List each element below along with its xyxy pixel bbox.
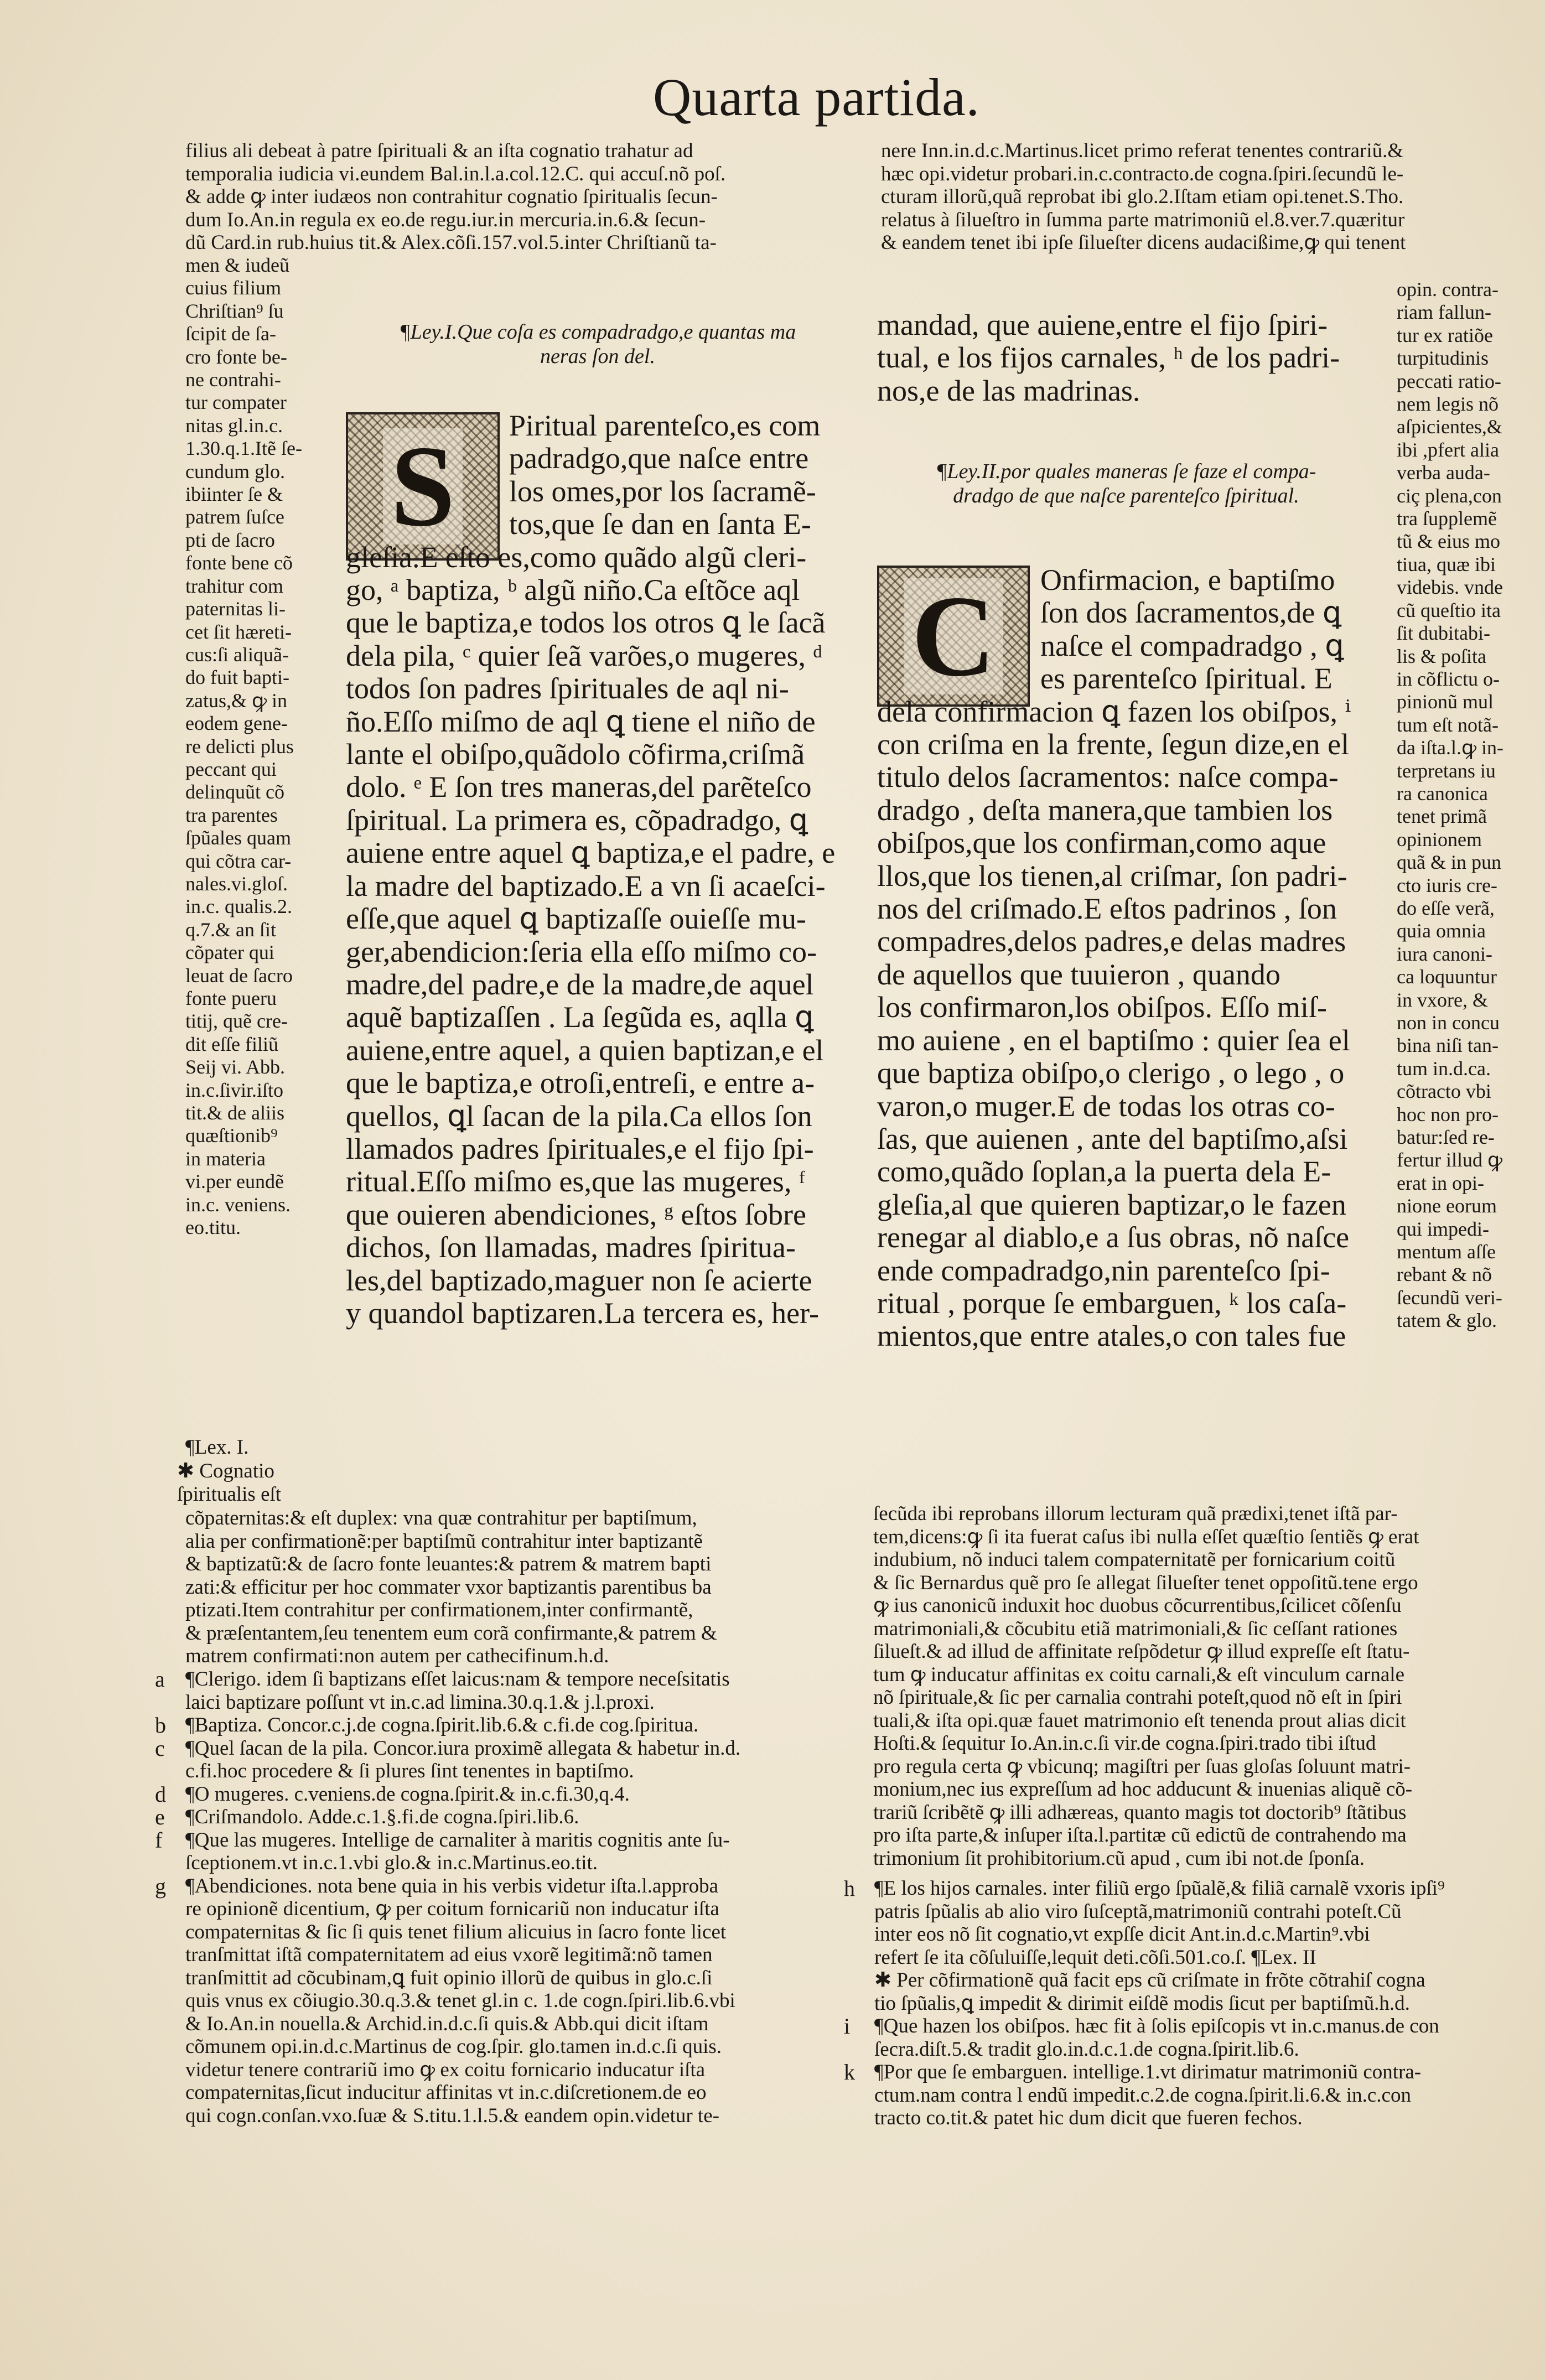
margin-gloss-line: fonte bene cõ	[185, 552, 293, 574]
margin-gloss-line: cet ſit hæreti-	[185, 620, 292, 643]
gloss-line: ꝙ ius canonicũ induxit hoc duobus cõcurrentibus,ſcilicet cõſenſu	[873, 1594, 1402, 1617]
margin-gloss-line: tum in.d.ca.	[1397, 1057, 1491, 1080]
law-text-line: todos ſon padres ſpirituales de aql ni-	[346, 672, 789, 706]
margin-gloss-line: in.c. veniens.	[185, 1193, 291, 1216]
footnote-line: laici baptizare poſſunt vt in.c.ad limina.30.q.1.& j.l.proxi.	[185, 1691, 655, 1714]
footnote-b	[155, 1714, 740, 1737]
margin-gloss-line: do eſſe verã,	[1397, 896, 1495, 919]
margin-gloss-line: in.c. qualis.2.	[185, 895, 292, 918]
footnote-line: cõmunem opi.in.d.c.Martinus de cog.ſpir. glo.tamen in.d.c.ſi quis.	[185, 2035, 722, 2058]
gloss-line: pro regula certa ꝙ vbicunq; magiſtri per ſuas gloſas ſoluunt matri-	[873, 1755, 1411, 1778]
law-text-line: dela confirmacion ꝗ fazen los obiſpos, ⁱ	[877, 694, 1351, 728]
gloss-line: & præſentantem,ſeu tenentem eum corã confirmante,& patrem &	[185, 1621, 717, 1645]
law-text-line: mientos,que entre atales,o con tales fue	[877, 1319, 1346, 1353]
margin-gloss-line: nales.vi.gloſ.	[185, 872, 288, 895]
top-right-gloss	[881, 139, 1406, 255]
law-text-line: dolo. ᵉ E ſon tres maneras,del parẽteſco	[346, 770, 812, 804]
margin-gloss-line: ſecundũ veri-	[1397, 1286, 1502, 1309]
footnote-line: quis vnus ex cõiugio.30.q.3.& tenet gl.in c. 1.de cogn.ſpiri.lib.6.vbi	[185, 1989, 735, 2012]
gloss-line: Hoſti.& ſequitur Io.An.in.c.ſi vir.de cogna.ſpiri.trado tibi iſtud	[873, 1732, 1376, 1755]
margin-gloss-line: ibiinter ſe &	[185, 483, 283, 506]
gloss-line: ſecũda ibi reprobans illorum lecturam quã prædixi,tenet iſtã par-	[873, 1502, 1398, 1525]
gloss-line: temporalia iudicia vi.eundem Bal.in.l.a.col.12.C. qui accuſ.nõ poſ.	[185, 162, 726, 185]
law-text-line: obiſpos,que los confirman,como aque	[877, 826, 1326, 860]
footnote-mark: h	[844, 1876, 855, 1901]
law-text-line: los omes,por los ſacramẽ-	[509, 474, 816, 508]
margin-gloss-line: non in concu	[1397, 1012, 1500, 1034]
footnote-mark: d	[155, 1781, 166, 1807]
footnote-line: ✱ Per cõfirmationẽ quã facit eps cũ criſmate in frõte cõtrahiſ cogna	[874, 1969, 1425, 1992]
margin-gloss-line: quã & in pun	[1397, 851, 1501, 874]
top-left-gloss	[185, 139, 725, 255]
law-text-line: es parenteſco ſpiritual. E	[1040, 662, 1333, 696]
margin-gloss-line: quæſtionib⁹	[185, 1124, 278, 1147]
law-text-line: llos,que los tienen,al criſmar, ſon padri-	[877, 859, 1347, 893]
law-text-line: nos del criſmado.E eſtos padrinos , ſon	[877, 892, 1337, 926]
gloss-line: & adde ꝙ inter iudæos non contrahitur cognatio ſpiritualis ſecun-	[185, 185, 718, 208]
margin-gloss-line: do fuit bapti-	[185, 666, 289, 689]
law-text-line: que baptiza obiſpo,o clerigo , o lego , o	[877, 1056, 1345, 1090]
margin-gloss-line: trahitur com	[185, 574, 283, 597]
law-text-line: ño.Eſſo miſmo de aql ꝗ tiene el niño de	[346, 704, 816, 738]
margin-gloss-line: cus:ſi aliquã-	[185, 643, 289, 666]
footnote-line: compaternitas,ſicut inducitur affinitas vt in.c.diſcretionem.de eo	[185, 2081, 707, 2104]
law-heading-line: ¶Ley.I.Que coſa es compadradgo,e quantas ma	[399, 320, 796, 344]
margin-gloss-line: qui cõtra car-	[185, 849, 292, 872]
margin-gloss-line: nem legis nõ	[1397, 393, 1499, 416]
margin-gloss-line: cundum glo.	[185, 460, 285, 483]
footnote-mark: i	[844, 2014, 851, 2039]
law-text-line: ritual.Eſſo miſmo es,que las mugeres, ᶠ	[346, 1165, 806, 1199]
left-margin-gloss	[185, 254, 302, 1239]
margin-gloss-line: erat in opi-	[1397, 1171, 1484, 1194]
gloss-line: ſpiritualis eſt	[177, 1482, 282, 1506]
margin-gloss-line: batur:ſed re-	[1397, 1126, 1495, 1149]
ley1-continuation	[877, 309, 1340, 407]
footnote-i	[844, 2015, 1445, 2061]
law-text-line: gleſia,al que quieren baptizar,o le fazen	[877, 1188, 1346, 1221]
margin-gloss-line: cto iuris cre-	[1397, 874, 1497, 896]
margin-gloss-line: zatus,& ꝙ in	[185, 689, 288, 712]
margin-gloss-line: fertur illud ꝙ	[1397, 1149, 1502, 1171]
law-text-line: de aquellos que tuuieron , quando	[877, 957, 1280, 991]
law-text-line: ritual , porque ſe embarguen, ᵏ los caſa-	[877, 1286, 1347, 1320]
footnote-mark: f	[155, 1827, 163, 1853]
footnote-line: tio ſpũalis,ꝗ impedit & dirimit eiſdẽ modis ſicut per baptiſmũ.h.d.	[874, 1992, 1410, 2015]
gloss-line: tum ꝙ inducatur affinitas ex coitu carnali,& eſt vinculum carnale	[873, 1663, 1404, 1686]
margin-gloss-line: tenet primã	[1397, 805, 1487, 828]
margin-gloss-line: titij, quẽ cre-	[185, 1010, 288, 1033]
margin-gloss-line: opin. contra-	[1397, 278, 1499, 300]
gloss-line: nere Inn.in.d.c.Martinus.licet primo referat tenentes contrariũ.&	[881, 139, 1404, 162]
margin-gloss-line: tit.& de aliis	[185, 1102, 284, 1124]
margin-gloss-line: eo.titu.	[185, 1216, 241, 1239]
gloss-line: nõ ſpirituale,& ſic per carnalia contrahi poteſt,quod nõ eſt in ſpiri	[873, 1686, 1402, 1709]
margin-gloss-line: cuius filium	[185, 277, 281, 299]
footnote-g	[155, 1875, 740, 2128]
margin-gloss-line: in vxore, &	[1397, 988, 1488, 1011]
law-text-line: dichos, ſon llamadas, madres ſpiritua-	[346, 1231, 796, 1264]
gloss-line: indubium, nõ induci talem compaternitatẽ per fornicarium coitũ	[873, 1548, 1396, 1571]
gloss-line: & ſic Bernardus quẽ pro ſe allegat ſilueſter tenet oppoſitũ.tene ergo	[873, 1571, 1418, 1594]
margin-gloss-line: tũ & eius mo	[1397, 530, 1500, 553]
footnote-line: inter eos nõ ſit cognatio,vt expſſe dicit Ant.in.d.c.Martin⁹.vbi	[874, 1923, 1370, 1946]
law-text-line: lante el obiſpo,quãdolo cõfirma,criſmã	[346, 738, 805, 771]
footnote-d	[155, 1783, 740, 1806]
footnote-c	[155, 1737, 740, 1783]
footnote-line: qui cogn.conſan.vxo.ſuæ & S.titu.1.l.5.& eandem opin.videtur te-	[185, 2104, 719, 2127]
margin-gloss-line: rebant & nõ	[1397, 1263, 1492, 1286]
law-text-line: como,quãdo ſoplan,a la puerta dela E-	[877, 1155, 1331, 1189]
lower-right-gloss	[873, 1502, 1419, 1870]
ley1-heading	[349, 320, 847, 369]
margin-gloss-line: Chriſtian⁹ ſu	[185, 299, 284, 322]
footnote-line: ¶Que las mugeres. Intellige de carnaliter à maritis cognitis ante ſu-	[185, 1828, 730, 1852]
footnote-line: ſceptionem.vt in.c.1.vbi glo.& in.c.Martinus.eo.tit.	[185, 1852, 598, 1874]
law-text-line: y quandol baptizaren.La tercera es, her-	[346, 1296, 819, 1330]
footnote-line: ¶Baptiza. Concor.c.j.de cogna.ſpirit.lib.6.& c.fi.de cog.ſpiritua.	[185, 1714, 699, 1736]
footnote-line: videtur tenere contrariũ imo ꝙ ex coitu fornicario inducatur iſta	[185, 2058, 706, 2081]
margin-gloss-line: leuat de ſacro	[185, 964, 293, 987]
law-text-line: ſon dos ſacramentos,de ꝗ	[1040, 596, 1342, 630]
footnote-line: ¶E los hijos carnales. inter filiũ ergo ſpũalẽ,& filiã carnalẽ vxoris ipſi⁹	[874, 1877, 1445, 1900]
law-text-line: los confirmaron,los obiſpos. Eſſo miſ-	[877, 991, 1327, 1024]
law-text-line: llamados padres ſpirituales,e el fijo ſpi-	[346, 1132, 814, 1165]
margin-gloss-line: quia omnia	[1397, 920, 1486, 942]
footnote-line: compaternitas & ſic ſi quis tenet filium alicuius in ſacro fonte licet	[185, 1920, 727, 1943]
gloss-line: cturam illorũ,quã reprobat ibi glo.2.Iſtam etiam opi.tenet.S.Tho.	[881, 185, 1404, 208]
margin-gloss-line: ibi ,pfert alia	[1397, 438, 1499, 461]
footnote-mark: g	[155, 1873, 166, 1899]
footnote-line: ¶Por que ſe embarguen. intellige.1.vt dirimatur matrimoniũ contra-	[874, 2061, 1422, 2083]
lower-left-gloss	[185, 1507, 717, 1668]
law-text-line: ende compadradgo,nin parenteſco ſpi-	[877, 1253, 1330, 1287]
gloss-line: pro iſta parte,& inſuper iſta.l.partitæ cũ edictũ de contrahendo ma	[873, 1824, 1407, 1847]
gloss-line: alia per confirmationẽ:per baptiſmũ contrahitur inter baptizantẽ	[185, 1529, 703, 1553]
law-text-line: que le baptiza,e otroſi,entreſi, e entre a-	[346, 1066, 815, 1100]
law-text-line: la madre del baptizado.E a vn ſi acaeſci-	[346, 869, 826, 903]
margin-gloss-line: hoc non pro-	[1397, 1103, 1499, 1126]
margin-gloss-line: mentum aſſe	[1397, 1241, 1496, 1263]
gloss-line: hæc opi.videtur probari.in.c.contracto.de cogna.ſpiri.ſecundũ le-	[881, 162, 1404, 185]
footnote-f	[155, 1829, 740, 1875]
law-heading-line: neras ſon del.	[540, 345, 655, 368]
law-text-line: madre,del padre,e de la madre,de aquel	[346, 967, 814, 1001]
footnote-mark: b	[155, 1713, 166, 1738]
margin-gloss-line: ciç plena,con	[1397, 484, 1502, 507]
law-text-line: auiene entre aquel ꝗ baptiza,e el padre, e	[346, 836, 836, 870]
margin-gloss-line: nione eorum	[1397, 1195, 1497, 1217]
margin-gloss-line: Seij vi. Abb.	[185, 1056, 286, 1078]
gloss-line: & eandem tenet ibi ipſe ſilueſter dicens audacißime,ꝙ qui tenent	[881, 231, 1406, 254]
footnote-line: ſecra.diſt.5.& tradit glo.in.d.c.1.de cogna.ſpirit.lib.6.	[874, 2037, 1299, 2061]
margin-gloss-line: cõtracto vbi	[1397, 1080, 1491, 1103]
footnote-line: ¶Criſmandolo. Adde.c.1.§.fi.de cogna.ſpiri.lib.6.	[185, 1806, 579, 1828]
law-text-line: eſſe,que aquel ꝗ baptizaſſe ouieſſe mu-	[346, 902, 806, 936]
footnote-h	[844, 1877, 1445, 2015]
margin-gloss-line: pinionũ mul	[1397, 691, 1494, 713]
margin-gloss-line: pti de ſacro	[185, 528, 275, 551]
footnote-line: tranſmittat iſtã compaternitatem ad eius vxorẽ legitimã:nõ tamen	[185, 1943, 713, 1966]
footnote-line: ¶Quel ſacan de la pila. Concor.iura proximẽ allegata & habetur in.d.	[185, 1736, 741, 1760]
margin-gloss-line: men & iudeũ	[185, 254, 289, 276]
footnote-line: c.fi.hoc procedere & ſi plures ſint tenentes in baptiſmo.	[185, 1760, 634, 1782]
right-notes	[844, 1877, 1445, 2130]
margin-gloss-line: tra ſupplemẽ	[1397, 507, 1497, 530]
margin-gloss-line: fonte pueru	[185, 987, 277, 1009]
ley2-text	[877, 564, 1351, 1353]
left-notes	[155, 1668, 740, 2127]
margin-gloss-line: opinionem	[1397, 828, 1482, 851]
ley1-initial-s: S	[346, 412, 500, 561]
law-text-line: ſpiritual. La primera es, cõpadradgo, ꝗ	[346, 803, 808, 837]
gloss-line: tem,dicens:ꝙ ſi ita fuerat caſus ibi nulla eſſet quæſtio ſentiẽs ꝙ erat	[873, 1525, 1419, 1548]
law-text-line: varon,o muger.E de todas los otras co-	[877, 1089, 1335, 1123]
gloss-line: monium,nec ius expreſſum ad hoc adducunt & inuenias aliquẽ cõ-	[873, 1778, 1413, 1801]
law-text-line: Piritual parenteſco,es com	[509, 409, 821, 442]
footnote-line: ctum.nam contra l endũ impedit.c.2.de cogna.ſpirit.li.6.& in.c.con	[874, 2083, 1411, 2107]
gloss-line: ptizati.Item contrahitur per confirmationem,inter confirmantẽ,	[185, 1599, 693, 1621]
margin-gloss-line: ra canonica	[1397, 782, 1488, 805]
margin-gloss-line: iura canoni-	[1397, 942, 1492, 965]
margin-gloss-line: tum eſt notã-	[1397, 713, 1499, 736]
margin-gloss-line: bina niſi tan-	[1397, 1034, 1499, 1057]
right-margin-gloss	[1397, 278, 1503, 1332]
margin-gloss-line: delinquũt cõ	[185, 781, 284, 803]
law-text-line: mo auiene , en el baptiſmo : quier ſea el	[877, 1023, 1350, 1057]
law-text-line: padradgo,que naſce entre	[509, 442, 809, 475]
law-text-line: que le baptiza,e todos los otros ꝗ le ſacã	[346, 606, 826, 640]
law-text-line: ger,abendicion:ſeria ella eſſo miſmo co-	[346, 935, 817, 968]
margin-gloss-line: ne contrahi-	[185, 369, 281, 391]
law-text-line: ſas, que auienen , ante del baptiſmo,aſsi	[877, 1122, 1348, 1155]
ley2-heading	[877, 459, 1375, 508]
lex-marker-left: ¶Lex. I.	[185, 1436, 249, 1459]
law-text-line: aquẽ baptizaſſen . La ſegũda es, aqlla ꝗ	[346, 1000, 814, 1034]
margin-gloss-line: videbis. vnde	[1397, 576, 1503, 599]
margin-gloss-line: dit eſſe filiũ	[185, 1033, 278, 1055]
footnote-line: ¶Abendiciones. nota bene quia in his verbis videtur iſta.l.approba	[185, 1874, 719, 1897]
law-text-line: tos,que ſe dan en ſanta E-	[509, 507, 811, 541]
gloss-line: trimonium ſit prohibitorium.cũ apud , cum ibi not.de ſponſa.	[873, 1847, 1365, 1870]
margin-gloss-line: ca loquuntur	[1397, 966, 1497, 988]
law-text-line: mandad, que auiene,entre el fijo ſpiri-	[877, 308, 1328, 341]
margin-gloss-line: cõpater qui	[185, 941, 274, 964]
law-text-line: compadres,delos padres,e delas madres	[877, 925, 1346, 958]
running-head: Quarta partida.	[653, 68, 980, 127]
footnote-e	[155, 1806, 740, 1829]
margin-gloss-line: vi.per eundẽ	[185, 1170, 284, 1193]
margin-gloss-line: patrem ſuſce	[185, 506, 284, 528]
gloss-line: filius ali debeat à patre ſpirituali & an iſta cognatio trahatur ad	[185, 139, 693, 162]
margin-gloss-line: riam fallun-	[1397, 301, 1491, 324]
lex-note-left	[177, 1460, 281, 1506]
margin-gloss-line: tiua, quæ ibi	[1397, 553, 1496, 575]
footnote-line: ¶Que hazen los obiſpos. hæc fit à ſolis epiſcopis vt in.c.manus.de con	[874, 2015, 1439, 2037]
footnote-a	[155, 1668, 740, 1714]
law-text-line: go, ᵃ baptiza, ᵇ algũ niño.Ca eſtõce aql	[346, 573, 800, 607]
margin-gloss-line: tur compater	[185, 391, 287, 414]
law-text-line: Onfirmacion, e baptiſmo	[1040, 563, 1335, 597]
law-text-line: renegar al diablo,e a ſus obras, nõ naſce	[877, 1221, 1350, 1254]
margin-gloss-line: cũ queſtio ita	[1397, 599, 1501, 621]
footnote-line: refert ſe ita cõſuluiſſe,lequit deti.cõſi.501.co.ſ. ¶Lex. II	[874, 1946, 1316, 1969]
margin-gloss-line: tatem & glo.	[1397, 1309, 1497, 1332]
margin-gloss-line: terpretans iu	[1397, 759, 1496, 782]
margin-gloss-line: in materia	[185, 1147, 266, 1170]
gloss-line: & baptizatũ:& de ſacro fonte leuantes:& patrem & matrem bapti	[185, 1553, 712, 1575]
law-text-line: gleſia.E eſto es,como quãdo algũ cleri-	[346, 540, 807, 574]
margin-gloss-line: ſpũales quam	[185, 827, 291, 849]
law-text-line: que ouieren abendiciones, ᵍ eſtos ſobre	[346, 1197, 806, 1231]
gloss-line: relatus à ſilueſtro in ſumma parte matrimoniũ el.8.ver.7.quæritur	[881, 208, 1405, 231]
gloss-line: ſilueſt.& ad illud de affinitate reſpõdetur ꝙ illud expreſſe eſt ſtatu-	[873, 1640, 1410, 1663]
margin-gloss-line: in cõflictu o-	[1397, 667, 1500, 690]
margin-gloss-line: cro fonte be-	[185, 345, 287, 368]
footnote-line: patris ſpũalis ab alio viro ſuſceptã,matrimoniũ contrahi poteſt.Cũ	[874, 1900, 1402, 1923]
ley1-text	[346, 409, 835, 1330]
footnote-line: ¶O mugeres. c.veniens.de cogna.ſpirit.& in.c.fi.30,q.4.	[185, 1782, 630, 1806]
margin-gloss-line: re delicti plus	[185, 735, 294, 758]
footnote-line: tranſmittit ad cõcubinam,ꝗ fuit opinio illorũ de quibus in glo.c.ſi	[185, 1966, 713, 1989]
law-text-line: les,del baptizado,maguer non ſe acierte	[346, 1263, 812, 1297]
gloss-line: cõpaternitas:& eſt duplex: vna quæ contrahitur per baptiſmum,	[185, 1507, 697, 1529]
margin-gloss-line: ſcipit de ſa-	[185, 323, 276, 345]
law-text-line: dela pila, ᶜ quier ſeã varões,o mugeres, ᵈ	[346, 639, 823, 672]
margin-gloss-line: nitas gl.in.c.	[185, 414, 283, 437]
footnote-mark: a	[155, 1667, 165, 1692]
ley2-initial-c: C	[877, 566, 1030, 707]
footnote-mark: e	[155, 1805, 165, 1829]
footnote-line: tracto co.tit.& patet hic dum dicit que fueren fechos.	[874, 2107, 1303, 2129]
margin-gloss-line: lis & poſita	[1397, 645, 1486, 667]
margin-gloss-line: tur ex ratiõe	[1397, 324, 1493, 346]
law-text-line: tual, e los fijos carnales, ʰ de los padri-	[877, 341, 1340, 375]
gloss-line: ✱ Cognatio	[177, 1460, 274, 1482]
law-heading-line: dradgo de que naſce parenteſco ſpiritual.	[953, 484, 1299, 507]
gloss-line: matrimoniali,& cõcubitu etiã matrimoniali,& ſic ceſſant rationes	[873, 1617, 1398, 1640]
gloss-line: dũ Card.in rub.huius tit.& Alex.cõſi.157.vol.5.inter Chriſtianũ ta-	[185, 231, 717, 254]
margin-gloss-line: peccati ratio-	[1397, 370, 1501, 392]
footnote-k	[844, 2061, 1445, 2130]
margin-gloss-line: qui impedi-	[1397, 1217, 1489, 1240]
footnote-mark: k	[844, 2060, 855, 2085]
law-text-line: naſce el compadradgo , ꝗ	[1040, 629, 1344, 662]
margin-gloss-line: eodem gene-	[185, 712, 288, 735]
footnote-line: ¶Clerigo. idem ſi baptizans eſſet laicus:nam & tempore neceſsitatis	[185, 1668, 730, 1691]
gloss-line: dum Io.An.in regula ex eo.de regu.iur.in mercuria.in.6.& ſecun-	[185, 208, 706, 231]
gloss-line: zati:& efficitur per hoc commater vxor baptizantis parentibus ba	[185, 1575, 712, 1599]
margin-gloss-line: aſpicientes,&	[1397, 416, 1502, 438]
law-text-line: con criſma en la frente, ſegun dize,en el	[877, 728, 1350, 761]
margin-gloss-line: ſit dubitabi-	[1397, 622, 1490, 645]
law-text-line: nos,e de las madrinas.	[877, 374, 1140, 407]
margin-gloss-line: in.c.ſivir.iſto	[185, 1078, 283, 1101]
margin-gloss-line: 1.30.q.1.Itẽ ſe-	[185, 437, 302, 460]
footnote-mark: c	[155, 1735, 165, 1761]
footnote-line: re opinionẽ dicentium, ꝙ per coitum fornicariũ non inducatur iſta	[185, 1897, 719, 1920]
margin-gloss-line: q.7.& an ſit	[185, 918, 276, 941]
gloss-line: tuali,& iſta opi.quæ fauet matrimonio eſt tenenda prout alias dicit	[873, 1709, 1406, 1732]
law-text-line: titulo delos ſacramentos: naſce compa-	[877, 760, 1339, 794]
law-text-line: dradgo , deſta manera,que tambien los	[877, 793, 1333, 827]
gloss-line: matrem confirmati:non autem per cathecifinum.h.d.	[185, 1645, 609, 1667]
law-text-line: auiene,entre aquel, a quien baptizan,e el	[346, 1033, 824, 1067]
margin-gloss-line: tra parentes	[185, 803, 278, 826]
gloss-line: trariũ ſcribẽtẽ ꝙ illi adhæreas, quanto magis tot doctorib⁹ ſtãtibus	[873, 1801, 1407, 1824]
margin-gloss-line: verba auda-	[1397, 462, 1490, 484]
footnote-line: & Io.An.in nouella.& Archid.in.d.c.ſi quis.& Abb.qui dicit iſtam	[185, 2012, 709, 2035]
law-heading-line: ¶Ley.II.por quales maneras ſe faze el compa-	[936, 460, 1316, 483]
margin-gloss-line: peccant qui	[185, 758, 277, 780]
margin-gloss-line: turpitudinis	[1397, 347, 1489, 370]
law-text-line: quellos, ꝗl ſacan de la pila.Ca ellos ſon	[346, 1099, 812, 1133]
margin-gloss-line: paternitas li-	[185, 598, 286, 620]
margin-gloss-line: da iſta.l.ꝙ in-	[1397, 737, 1503, 759]
